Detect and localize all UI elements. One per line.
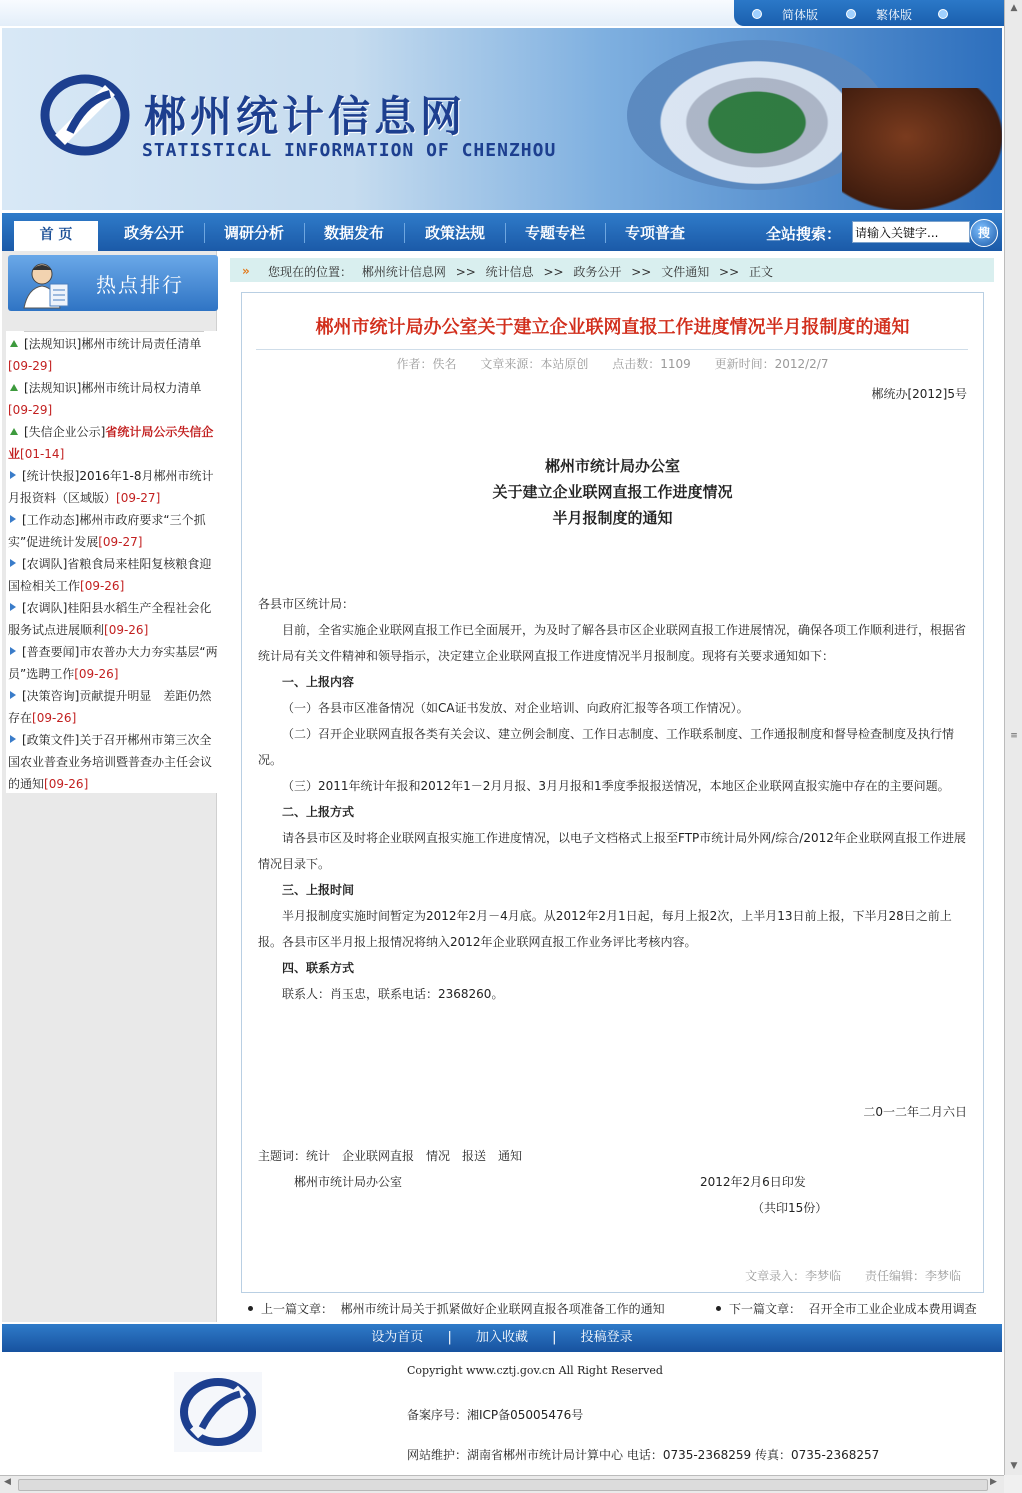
hot-list-item[interactable]: [8, 421, 218, 465]
breadcrumb-notices[interactable]: 文件通知: [661, 265, 710, 279]
paragraph-contact: 联系人：肖玉忠，联系电话：2368260。: [282, 987, 504, 1001]
issuer: 郴州市统计局办公室: [294, 1175, 403, 1189]
hot-item-date: [09-26]: [80, 579, 125, 593]
double-arrow-icon: »: [242, 264, 250, 278]
nav-policy[interactable]: 政策法规: [425, 224, 486, 242]
blue-arrow-icon: [10, 471, 16, 479]
hot-item-date: [09-26]: [32, 711, 77, 725]
breadcrumb-sep: >>: [543, 265, 564, 279]
paragraph-intro: 目前，全省实施企业联网直报工作已全面展开，为及时了解各县市区企业联网直报工作进展情况，确保各项工作顺利进行，根据省统计局有关文件精神和领导指示，决定建立企业联网直报工作进度情况半月报制度。现将有关要求通知如下：: [258, 623, 967, 663]
bullet-icon: [752, 9, 762, 19]
nav-divider: [505, 223, 506, 243]
nav-divider: [404, 223, 405, 243]
breadcrumb-home[interactable]: 郴州统计信息网: [361, 265, 446, 279]
hot-item-highlight[interactable]: 省统计局公示失信企业: [8, 425, 214, 461]
language-switch-bar: [734, 0, 1004, 26]
prev-label: 上一篇文章：: [261, 1302, 334, 1316]
article-source: 文章来源：本站原创: [480, 357, 589, 371]
breadcrumb-gov-affairs[interactable]: 政务公开: [573, 265, 622, 279]
section-heading: 一、上报内容: [282, 675, 355, 689]
copies: （共印15份）: [752, 1201, 828, 1215]
green-triangle-icon: [10, 340, 18, 347]
icp-record: 备案序号：湘ICP备05005476号: [407, 1408, 584, 1422]
article-panel: [241, 292, 984, 1293]
entry-by: 文章录入：李梦临: [745, 1269, 842, 1283]
green-triangle-icon: [10, 384, 18, 391]
document-date: 二0一二年二月六日: [863, 1105, 967, 1119]
nav-gov-affairs[interactable]: 政务公开: [124, 224, 185, 242]
next-article-link[interactable]: 召开全市工业企业成本费用调查: [808, 1302, 977, 1316]
blue-arrow-icon: [10, 559, 16, 567]
document-heading-line: 关于建立企业联网直报工作进度情况: [492, 483, 733, 501]
bullet-icon: [716, 1306, 721, 1311]
breadcrumb: [230, 258, 994, 282]
hot-list-item[interactable]: [8, 597, 218, 641]
list-item: （二）召开企业联网直报各类有关会议、建立例会制度、工作日志制度、工作联系制度、工作通报制度和督导检查制度及执行情况。: [258, 727, 955, 767]
hot-list-item[interactable]: [8, 333, 218, 377]
blue-arrow-icon: [10, 647, 16, 655]
bullet-icon: [248, 1306, 253, 1311]
copyright: Copyright www.cztj.gov.cn All Right Reserved: [407, 1364, 663, 1377]
paragraph-time: 半月报制度实施时间暂定为2012年2月－4月底。从2012年2月1日起，每月上报2次，上半月13日前上报，下半月28日之前上报。各县市区半月报上报情况将纳入2012年企业联网直报工作业务评比考核内容。: [258, 909, 952, 949]
hot-item-title[interactable]: [农调队]省粮食局来桂阳复核粮食迎国检相关工作: [8, 557, 212, 593]
bullet-icon: [938, 9, 948, 19]
section-heading: 二、上报方式: [282, 805, 355, 819]
hot-item-date: [01-14]: [20, 447, 65, 461]
search-label: 全站搜索：: [766, 225, 842, 243]
site-logo-icon[interactable]: [40, 70, 130, 160]
breadcrumb-label: 您现在的位置：: [268, 265, 353, 279]
blue-arrow-icon: [10, 515, 16, 523]
document-heading-line: 半月报制度的通知: [552, 509, 673, 527]
hot-item-date: [09-29]: [8, 359, 53, 373]
editor-by: 责任编辑：李梦临: [864, 1269, 961, 1283]
horizontal-scrollbar[interactable]: [0, 1475, 1004, 1493]
breadcrumb-sep: >>: [719, 265, 740, 279]
blue-arrow-icon: [10, 603, 16, 611]
submit-login-link[interactable]: 投稿登录: [580, 1330, 633, 1345]
hot-item-date: [09-27]: [98, 535, 143, 549]
footer-sep: |: [447, 1330, 452, 1345]
hot-item-title[interactable]: [农调队]桂阳县水稻生产全程社会化服务试点进展顺利: [8, 601, 212, 637]
blue-arrow-icon: [10, 691, 16, 699]
set-homepage-link[interactable]: 设为首页: [371, 1330, 424, 1345]
simplified-link[interactable]: 简体版: [782, 8, 819, 22]
nav-home[interactable]: 首 页: [14, 221, 98, 251]
traditional-link[interactable]: 繁体版: [876, 8, 913, 22]
hot-list-item[interactable]: [8, 685, 218, 729]
hot-ranking-list: [6, 331, 218, 793]
scroll-grip-icon[interactable]: ≡: [1010, 731, 1018, 741]
footer: [2, 1352, 1002, 1475]
divider: [256, 349, 968, 350]
scroll-up-icon[interactable]: ▲: [1010, 3, 1018, 13]
statue-image: [842, 88, 1002, 210]
breadcrumb-stat-info[interactable]: 统计信息: [485, 265, 534, 279]
prev-article-link[interactable]: 郴州市统计局关于抓紧做好企业联网直报各项准备工作的通知: [340, 1302, 665, 1316]
nav-divider: [304, 223, 305, 243]
nav-data-release[interactable]: 数据发布: [324, 224, 385, 242]
breadcrumb-sep: >>: [631, 265, 652, 279]
sidebar: [2, 251, 217, 1322]
hot-list-item[interactable]: [8, 465, 218, 509]
hot-item-title[interactable]: [普查要闻]市农普办大力夯实基层“两员”选聘工作: [8, 645, 218, 681]
top-bar: [0, 0, 1004, 26]
salutation: 各县市区统计局：: [258, 597, 355, 611]
site-title: 郴州统计信息网: [144, 92, 467, 141]
next-label: 下一篇文章：: [729, 1302, 802, 1316]
scroll-right-icon[interactable]: ▶: [990, 1477, 997, 1487]
divider: [24, 331, 204, 332]
hot-list-item[interactable]: [8, 377, 218, 421]
scroll-down-icon[interactable]: ▼: [1010, 1461, 1018, 1471]
editors: [725, 1267, 961, 1284]
bullet-icon: [846, 9, 856, 19]
article-author: 作者：佚名: [396, 357, 457, 371]
document-number: 郴统办[2012]5号: [871, 387, 967, 401]
nav-research[interactable]: 调研分析: [224, 224, 285, 242]
paragraph-method: 请各县市区及时将企业联网直报实施工作进度情况，以电子文档格式上报至FTP市统计局外网/综合/2012年企业联网直报工作进展情况目录下。: [258, 831, 966, 871]
nav-census[interactable]: 专项普查: [625, 224, 686, 242]
hot-item-title[interactable]: [政策文件]关于召开郴州市第三次全国农业普查业务培训暨普查办主任会议的通知: [8, 733, 213, 791]
document-heading-line: 郴州市统计局办公室: [544, 457, 680, 475]
hot-item-title[interactable]: [失信企业公示]: [24, 425, 106, 439]
footer-logo-icon: [174, 1372, 262, 1452]
section-heading: 四、联系方式: [282, 961, 355, 975]
site-banner: [2, 28, 1002, 210]
list-item: （三）2011年统计年报和2012年1－2月月报、3月月报和1季度季报报送情况，本地区企业联网直报实施中存在的主要问题。: [282, 779, 950, 793]
scroll-left-icon[interactable]: ◀: [4, 1477, 11, 1487]
footer-sep: |: [552, 1330, 557, 1345]
search-input[interactable]: [852, 221, 970, 243]
breadcrumb-current: 正文: [748, 265, 773, 279]
main-nav: [2, 213, 1002, 251]
hot-ranking-header: [8, 255, 218, 311]
hot-item-date: [09-27]: [116, 491, 161, 505]
green-triangle-icon: [10, 428, 18, 435]
hot-item-title[interactable]: [法规知识]郴州市统计局权力清单: [24, 381, 202, 395]
hot-item-date: [09-29]: [8, 403, 53, 417]
nav-divider: [605, 223, 606, 243]
footer-links-bar: [2, 1324, 1002, 1352]
maintainer-info: 网站维护：湖南省郴州市统计局计算中心 电话：0735-2368259 传真：0735-2368257: [407, 1448, 880, 1462]
hot-item-title[interactable]: [工作动态]郴州市政府要求“三个抓实”促进统计发展: [8, 513, 206, 549]
section-heading: 三、上报时间: [282, 883, 355, 897]
add-favorite-link[interactable]: 加入收藏: [475, 1330, 528, 1345]
article-meta: [242, 355, 983, 372]
keywords: 主题词：统计 企业联网直报 情况 报送 通知: [258, 1149, 523, 1163]
blue-arrow-icon: [10, 735, 16, 743]
hot-list-item[interactable]: [8, 553, 218, 597]
vertical-scrollbar[interactable]: [1004, 0, 1022, 1475]
article-hits: 点击数：1109: [612, 357, 691, 371]
hot-list-item[interactable]: [8, 509, 218, 553]
prev-article: [244, 1300, 665, 1317]
hot-item-title[interactable]: [统计快报]2016年1-8月郴州市统计月报资料（区域版）: [8, 469, 214, 505]
hot-item-date: [09-26]: [74, 667, 119, 681]
hot-item-date: [09-26]: [44, 777, 89, 791]
article-title: 郴州市统计局办公室关于建立企业联网直报工作进度情况半月报制度的通知: [315, 317, 910, 338]
list-item: （一）各县市区准备情况（如CA证书发放、对企业培训、向政府汇报等各项工作情况）。: [282, 701, 749, 715]
document-heading: [242, 453, 983, 531]
search-button[interactable]: 搜: [970, 219, 998, 247]
nav-special-column[interactable]: 专题专栏: [525, 224, 586, 242]
article-updated: 更新时间：2012/2/7: [714, 357, 829, 371]
hot-ranking-title: 热点排行: [96, 273, 184, 297]
site-subtitle: STATISTICAL INFORMATION OF CHENZHOU: [142, 140, 557, 161]
hot-list-item[interactable]: [8, 641, 218, 685]
print-date: 2012年2月6日印发: [700, 1175, 806, 1189]
hot-item-title[interactable]: [法规知识]郴州市统计局责任清单: [24, 337, 202, 351]
nav-divider: [204, 223, 205, 243]
hot-list-item[interactable]: [8, 729, 218, 795]
hot-item-date: [09-26]: [104, 623, 149, 637]
next-article: [712, 1300, 977, 1317]
breadcrumb-sep: >>: [455, 265, 476, 279]
hot-item-title[interactable]: [决策咨询]贡献提升明显 差距仍然存在: [8, 689, 212, 725]
user-avatar-icon: [20, 258, 72, 310]
scrollbar-thumb[interactable]: [18, 1479, 988, 1491]
